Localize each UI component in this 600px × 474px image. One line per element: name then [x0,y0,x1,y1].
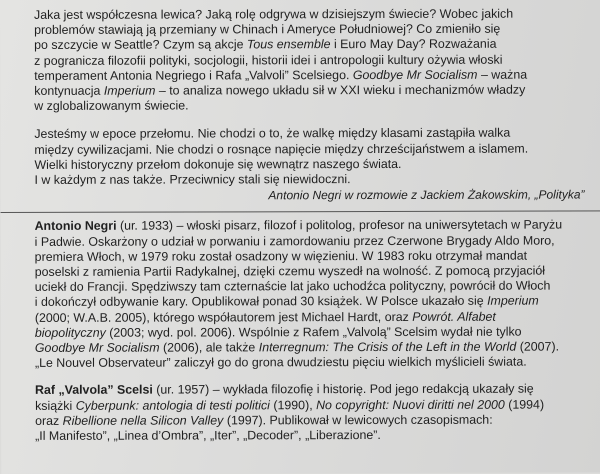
text-run: Imperium [103,83,156,98]
text-run: (1997). Publikował w lewicowych czasopismach: [223,412,493,428]
text-run: (2006), ale także [159,340,259,355]
text-line [34,82,584,99]
text-run: – ważna [477,67,528,82]
text-line [34,37,584,54]
text-line [34,126,584,143]
text-line [35,324,585,341]
text-line [34,98,584,115]
text-line [34,141,584,158]
text-run: premiera Włoch, w 1979 roku został osadzony w więzieniu. W 1983 roku otrzymał mandat [34,248,528,264]
text-run: (1990), [269,397,317,412]
text-run: Raf „Valvola” Scelsi [35,383,153,398]
text-run: Powrót. Alfabet [412,309,496,324]
text-line [35,309,585,326]
text-line [35,382,585,399]
text-run: Interregnum: The Crisis of the Left in the World [258,339,517,355]
text-run: (ur. 1957) – wykłada filozofię i historię. Pod jego redakcją ukazały się [152,382,534,398]
text-run: temperament Antonia Negriego i Rafa „Valvoli” Scelsiego. [34,67,353,83]
text-run: Ribellione nella Silicon Valley [62,413,224,428]
text-run: po szczycie w Seattle? Czym są akcje [34,37,247,53]
text-run: między cywilizacjami. Nie chodzi o rosnące napięcie między chrześcijaństwem a islamem. [34,141,529,157]
text-run: „Le Nouvel Observateur” zaliczył go do grona dwudziestu pięciu wielkich myślicieli świata. [34,354,527,371]
text-line [35,233,585,250]
intro-paragraph [34,6,584,114]
text-line [35,397,585,414]
text-run: (ur. 1933) – włoski pisarz, filozof i politolog, profesor na uniwersytetach w Paryżu [116,217,563,234]
text-run: i dokończył odbywanie kary. Opublikował ponad 30 książek. W Polsce ukazało się [34,294,488,310]
text-line [35,264,585,281]
text-run: poselski z ramienia Partii Radykalnej, dzięki czemu wyszedł na wolność. Z pomocą przyjaciół [34,263,546,279]
text-run: (1994) [504,397,545,412]
text-run: uciekł do Francji. Spędziwszy tam czternaście lat jako uchodźca polityczny, powrócił do Włoch [34,278,551,295]
text-run: Goodbye Mr Socialism [352,67,478,82]
excerpt-attribution: Antonio Negri w rozmowie z Jackiem Żakowskim, „Polityka” [268,187,585,203]
text-run: kontynuacja [34,83,104,98]
text-run: „Il Manifesto”, „Linea d’Ombra”, „Iter”, „Decoder”, „Liberazione”. [35,428,381,443]
text-run: z pogranicza filozofii polityki, socjologii, historii idei i antropologii kultury ożywia włoski [34,52,503,68]
excerpt-paragraph [34,126,584,188]
text-line [34,52,584,69]
bio-raf-valvola-scelsi [35,382,585,444]
text-run: biopolityczny [34,325,106,340]
text-line [35,218,585,235]
text-run: No copyright: Nuovi diritti nel 2000 [316,397,505,412]
text-run: Imperium [487,294,539,309]
text-line [35,412,585,429]
text-line [34,172,584,189]
text-run: książki [35,398,76,413]
text-run: Antonio Negri [34,219,117,234]
text-line [34,156,584,173]
text-line [34,67,584,84]
text-line [35,248,585,265]
text-line [35,279,585,296]
text-run: – to analiza nowego układu sił w XXI wieku i mechanizmów władzy [155,82,526,98]
text-run: Goodbye Mr Socialism [34,340,160,355]
text-run: Cyberpunk: antologia di testi politici [75,397,270,413]
text-run: Tous ensemble [246,37,331,52]
text-run: (2007). [516,339,560,354]
text-line [34,22,584,39]
text-run: (2000; W.A.B. 2005), którego współautorem jest Michael Hardt, oraz [34,309,413,325]
text-run: i Padwie. Oskarżony o udział w porwaniu i zamordowaniu przez Czerwone Brygady Aldo Moro, [34,233,555,249]
text-run: Jesteśmy w epoce przełomu. Nie chodzi o to, że walkę między klasami zastąpiła walka [34,126,511,142]
text-line [35,428,585,445]
text-run: i Euro May Day? Rozważania [330,37,497,52]
text-run: Jaka jest współczesna lewica? Jaką rolę odgrywa w dzisiejszym świecie? Wobec jakich [34,6,514,22]
text-run: w zglobalizowanym świecie. [34,98,189,114]
text-line [35,355,585,372]
text-line [34,6,584,23]
text-line [35,340,585,357]
text-run: problemów stawiają ją przemiany w Chinach i Ameryce Południowej? Co zmieniło się [34,21,501,38]
text-line [35,294,585,311]
text-run: (2003; wyd. pol. 2006). Wspólnie z Rafem „Valvolą” Scelsim wydał nie tylko [105,324,522,340]
text-run: oraz [35,413,63,428]
bio-antonio-negri [35,218,585,371]
text-run: Wielki historyczny przełom dokonuje się wewnątrz naszego świata. [34,156,402,172]
divider [1,211,600,214]
text-run: I w każdym z nas także. Przeciwnicy stali się niewidoczni. [34,172,351,187]
